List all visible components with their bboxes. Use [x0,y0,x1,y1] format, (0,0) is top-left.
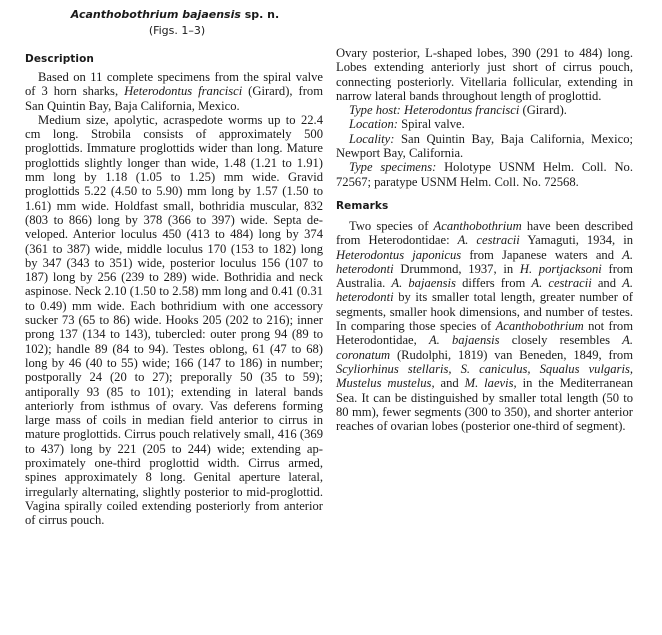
taxon-name: A. heterodonti [336,247,633,276]
field-type-specimens [336,160,633,189]
paragraph-ovary: Ovary posterior, L-shaped lobes, 390 (291 to 484) long. Lobes extending anteriorly just short of cirrus pouch, connecting posteriorly. Vitellaria follicular, extending in narrow lateral bands throughout length of proglottid. [336,46,633,103]
right-column [336,46,633,433]
field-value: Holotype USNM Helm. Coll. No. 72567; paratype USNM Helm. Coll. No. 72568. [336,160,634,189]
text: from Japanese waters and [461,247,623,262]
text: not from Heterodontidae, [336,319,633,348]
field-value: Spiral valve. [397,117,465,132]
text: Based on 11 complete specimens from the spiral valve of 3 horn sharks, [25,70,323,99]
figure-reference: (Figs. 1–3) [148,24,206,37]
taxon-name: A. bajaensis [428,333,500,348]
field-label: Type specimens: [349,160,437,175]
paragraph-remarks [336,219,633,433]
title-genus: Acanthobothrium [70,8,179,21]
paragraph-specimens [25,70,323,113]
article-title [60,8,290,22]
text: in the Mediterranean Sea. It can be distinguished by smaller total length (50 to 80 mm), fewer segments (300 to 350), and shorter anterior reaches of ovarian lobes (posterior one-third of segment). [336,376,634,434]
text: Two species of [349,218,434,233]
text: from Australia. [336,261,633,291]
taxon-name: A. bajaensis [391,276,456,291]
text: have been described from Heterodontidae: [336,218,633,248]
field-value: San Quintin Bay, Baja California, Mexico; Newport Bay, California. [336,131,633,161]
taxon-name: Heterodontus japonicus [336,247,462,262]
text: closely resembles [499,333,623,348]
field-location [336,117,633,131]
left-column [25,70,323,534]
cut-off-line [25,528,323,534]
title-suffix: sp. n. [244,8,280,21]
text: (Rudolphi, 1819) van Beneden, 1849, from [390,347,633,362]
taxon-name: H. portjacksoni [519,261,602,276]
taxon-name: Scyliorhinus stellaris, S. caniculus, Squalus vulgaris, Mustelus mustelus, [336,361,633,391]
section-heading-remarks: Remarks [336,199,389,212]
taxon-name: A. cestracii [531,276,592,291]
text: Yamaguti, 1934, in [519,233,633,248]
field-label: Locality: [349,131,395,146]
taxon-name: Acanthobothrium [433,218,522,233]
text: and [591,276,623,291]
section-heading-description: Description [25,53,95,65]
field-label: Location: [349,117,398,132]
host-name: Heterodontus francisci [124,84,243,99]
taxon-name: A. heterodonti [336,276,633,305]
text: and [434,376,465,391]
taxon-name: Acanthobothrium [495,319,584,334]
text: differs from [455,276,532,291]
field-label: Type host: [349,103,401,118]
field-value: (Girard). [519,103,567,118]
field-type-host [336,103,633,117]
taxon-name: A. coronatum [336,333,633,362]
title-species: bajaensis [182,8,241,21]
taxon-name: M. laevis, [464,376,517,391]
text: (Girard), from San Quintin Bay, Baja California, Mexico. [25,84,324,113]
field-locality [336,132,633,161]
paragraph-morphology: Medium size, apolytic, acraspedote worms up to 22.4 cm long. Strobila consists of approximately 500 proglottids. Immature proglottids wider than long. Mature proglottids slightly longer than wide, 1.48 (1.21 to 1.91) mm long by 1.18 (1.05 to 1.25) mm wide. Gravid proglottids 5.22 (4.50 to 5.90) mm long by 1.57 (1.50 to 1.61) mm wide. Holdfast small, bothridia muscular, 832 (803 to 866) long by 378 (366 to 397) wide. Septa developed. Anterior loculus 450 (413 to 484) long by 374 (361 to 387) wide, middle loculus 170 (153 to 182) long by 347 (343 to 351) wide, posterior loculus 156 (107 to 187) long by 256 (239 to 289) wide. Bothridia and neck aspinose. Neck 2.10 (1.50 to 2.58) mm long and 0.41 (0.31 to 0.49) mm wide. Each bothridium with one accessory sucker 73 (65 to 86) wide. Hooks 205 (202 to 216); inner prong 137 (134 to 143), tubercled: outer prong 94 (89 to 102); handle 89 (84 to 94). Testes oblong, 61 (47 to 68) long by 46 (40 to 55) wide; 166 (147 to 186) in number; postporally 24 (20 to 27); preporally 50 (35 to 59); antiporally 93 (85 to 101); extending in lateral bands anteriorly from isthmus of ovary. Vas deferens forming large mass of coils in median field anterior to cirrus in mature proglottids. Cirrus pouch relatively small, 416 (369 to 437) long by 221 (205 to 244) wide; extending approximately one-third proglottid width. Cirrus armed, spines approximately 8 long. Genital aperture lateral, irregularly alternating, slightly posterior to mid-proglottid. Vagina spirally coiled extending posteriorly from anterior of cirrus pouch. [25,112,323,528]
text: Drummond, 1937, in [393,261,520,276]
taxon-name: A. cestracii [457,233,520,248]
text: by its smaller total length, greater number of segments, smaller hook dimensions, and number of testes. In comparing those species of [336,290,633,334]
field-value-italic: Heterodontus francisci [404,103,520,118]
